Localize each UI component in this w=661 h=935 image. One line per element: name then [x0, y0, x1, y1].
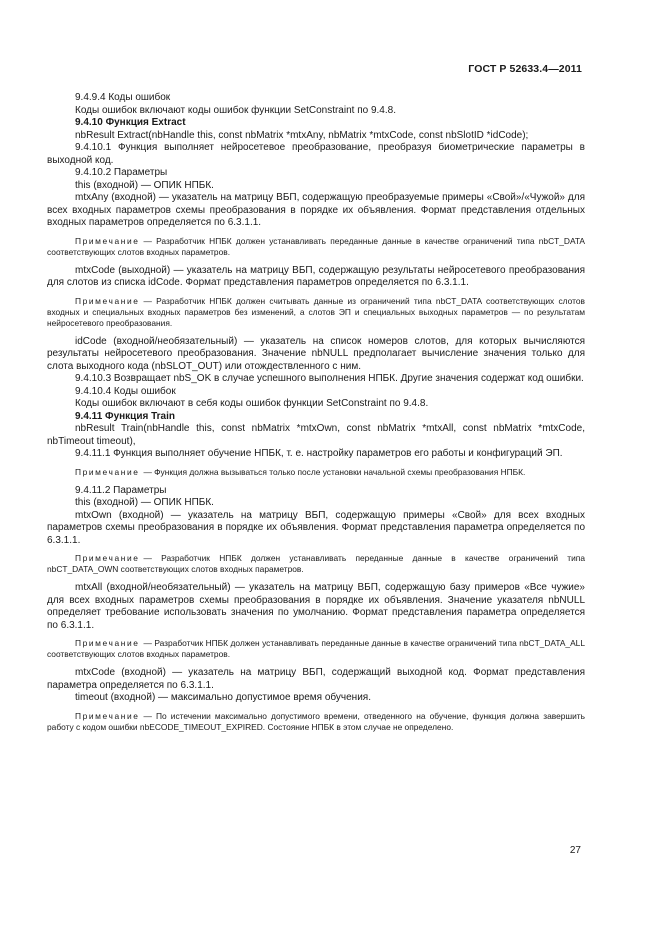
param-mtxcode-train: mtxCode (входной) — указатель на матрицу ВБП, содержащий выходной код. Формат представления параметра определяется по 6.3.1.1. — [47, 667, 585, 691]
standard-header: ГОСТ Р 52633.4—2011 — [468, 63, 582, 75]
note-label: Примечание — [75, 466, 140, 477]
note-text: — Разработчик НПБК должен устанавливать переданные данные в качестве ограничений типа nbCT_DATA_OWN соответствующих слотов входных параметров. — [47, 553, 585, 574]
section-9-4-10-4-title: 9.4.10.4 Коды ошибок — [75, 385, 176, 397]
note-6 — [47, 711, 585, 733]
section-9-4-10-4-text: Коды ошибок включают в себя коды ошибок функции SetConstraint по 9.4.8. — [75, 398, 429, 409]
section-9-4-11-2-title: 9.4.11.2 Параметры — [75, 484, 167, 496]
section-9-4-11-1: 9.4.11.1 Функция выполняет обучение НПБК, т. е. настройку параметров его работы и конфигураций ЭП. — [75, 448, 563, 459]
note-label: Примечание — [75, 710, 140, 721]
section-9-4-9-4-text: Коды ошибок включают коды ошибок функции SetConstraint по 9.4.8. — [75, 104, 396, 116]
param-idcode: idCode (входной/необязательный) — указатель на список номеров слотов, для которых вычисляются результаты нейросетевого преобразования. Значение nbNULL предполагает вычисление значения только для слота выходного кода (nbSLOT_OUT) или отождествленного с ним. — [47, 335, 585, 372]
section-9-4-10-3: 9.4.10.3 Возвращает nbS_OK в случае успешного выполнения НПБК. Другие значения содержат код ошибки. — [75, 373, 584, 384]
section-9-4-11-title: 9.4.11 Функция Train — [75, 410, 175, 422]
section-9-4-9-4-title: 9.4.9.4 Коды ошибок — [75, 92, 171, 103]
note-text: — По истечении максимально допустимого времени, отведенного на обучение, функция должна завершить работу с кодом ошибки nbECODE_TIMEOUT_EXPIRED. Состояние НПБК в этом случае не определено. — [47, 710, 585, 732]
train-signature: nbResult Train(nbHandle this, const nbMatrix *mtxOwn, const nbMatrix *mtxAll, const nbMatrix *mtxCode, nbTimeout timeout), — [47, 423, 585, 447]
param-mtxall: mtxAll (входной/необязательный) — указатель на матрицу ВБП, содержащую базу примеров «Все чужие» для всех входных параметров схемы преобразования в порядке их объявления. Значение указателя nbNULL определяет требование использовать значения по умолчанию. Формат представления параметра определяется по 6.3.1.1. — [47, 582, 585, 631]
note-label: Примечание — [75, 295, 140, 306]
note-2 — [47, 296, 585, 329]
note-text: — Разработчик НПБК должен считывать данные из ограничений типа nbCT_DATA соответствующих слотов входных и специальных входных параметров без изменений, а слотов ЭП и специальных выходных параметров — по результатам нейросетевого преобразования. — [47, 295, 585, 328]
note-4 — [47, 553, 585, 575]
note-label: Примечание — [75, 638, 140, 648]
param-mtxcode-extract: mtxCode (выходной) — указатель на матрицу ВБП, содержащую результаты нейросетевого преобразования для слотов из списка idCode. Формат представления параметров определяется по 6.3.1.1. — [47, 264, 585, 288]
extract-signature: nbResult Extract(nbHandle this, const nbMatrix *mtxAny, nbMatrix *mtxCode, const nbSlotID *idCode); — [75, 129, 529, 141]
note-5 — [47, 638, 585, 660]
note-3 — [47, 467, 585, 478]
page-number: 27 — [569, 845, 581, 856]
note-text: — Функция должна вызываться только после установки начальной схемы преобразования НПБК. — [143, 466, 526, 477]
param-this-extract: this (входной) — ОПИК НПБК. — [75, 179, 214, 191]
param-timeout: timeout (входной) — максимально допустимое время обучения. — [75, 692, 371, 703]
param-mtxown: mtxOwn (входной) — указатель на матрицу ВБП, содержащую примеры «Свой» для всех входных параметров схемы преобразования в порядке их объявления. Формат представления параметра определяется по 6.3.1.1. — [47, 509, 585, 546]
note-text: — Разработчик НПБК должен устанавливать переданные данные в качестве ограничений типа nbCT_DATA_ALL соответствующих слотов входных параметров. — [47, 638, 585, 659]
note-text: — Разработчик НПБК должен устанавливать переданные данные в качестве ограничений типа nbCT_DATA соответствующих слотов входных параметров. — [47, 235, 585, 257]
section-9-4-10-title: 9.4.10 Функция Extract — [75, 117, 186, 128]
note-1 — [47, 236, 585, 258]
section-9-4-10-1: 9.4.10.1 Функция выполняет нейросетевое преобразование, преобразуя биометрические параметры в выходной код. — [47, 142, 585, 166]
note-label: Примечание — [75, 235, 140, 246]
param-mtxany: mtxAny (входной) — указатель на матрицу ВБП, содержащую преобразуемые примеры «Свой»/«Чужой» для всех входных параметров схемы преобразования в порядке их объявления. Формат представления отдельных входных параметров определяется по 6.3.1.1. — [47, 192, 585, 228]
section-9-4-10-2-title: 9.4.10.2 Параметры — [75, 167, 168, 178]
note-label: Примечание — [75, 553, 140, 563]
document-body — [47, 92, 585, 740]
param-this-train: this (входной) — ОПИК НПБК. — [75, 497, 214, 508]
